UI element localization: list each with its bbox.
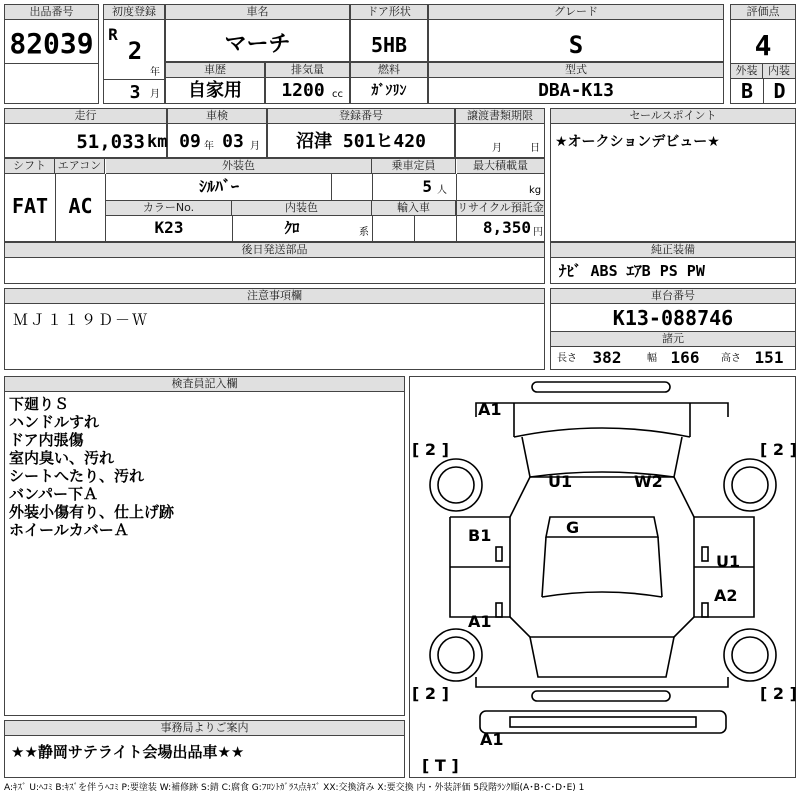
int-color: ｸﾛ: [284, 219, 300, 237]
color-no-label: カラーNo.: [106, 201, 232, 216]
car-diagram: [409, 376, 796, 778]
inspection-year-unit: 年: [204, 141, 214, 152]
shift-label: シフト: [5, 159, 55, 174]
reg-no-box: [267, 108, 455, 158]
int-color-label: 内装色: [232, 201, 372, 216]
displacement-box: [265, 62, 350, 104]
first-reg-year: 2: [127, 37, 143, 65]
load-unit: kg: [529, 185, 542, 196]
capacity: 5: [422, 177, 432, 196]
inspector-line: 室内臭い、汚れ: [9, 449, 115, 467]
model-code: DBA-K13: [538, 80, 614, 101]
inspector-line: ホイールカバーＡ: [9, 521, 129, 539]
int-color-unit: 系: [359, 227, 369, 238]
history-box: [165, 62, 265, 104]
inspector-box: [4, 376, 405, 716]
ext-color-label: 外装色: [106, 159, 372, 174]
damage-label: U1: [548, 472, 573, 491]
exterior-label: 外装: [731, 64, 763, 79]
interior-label: 内装: [763, 64, 795, 79]
inspector-line: バンパー下Ａ: [9, 485, 98, 503]
lot-label: 出品番号: [5, 5, 98, 20]
capacity-unit: 人: [437, 185, 447, 196]
car-outline-icon: [410, 377, 795, 777]
sales-point: ★オークションデビュー★: [555, 134, 720, 150]
notes-label: 注意事項欄: [5, 289, 544, 304]
recycle-unit: 円: [533, 227, 543, 238]
chassis-label: 車台番号: [551, 289, 795, 304]
later-parts-label: 後日発送部品: [5, 243, 544, 258]
equipment-box: [550, 242, 796, 284]
damage-label: [ T ]: [422, 756, 459, 775]
chassis-box: [550, 288, 796, 370]
transfer-label: 譲渡書類期限: [456, 109, 544, 124]
inspector-label: 検査員記入欄: [5, 377, 404, 392]
width: 166: [670, 348, 700, 367]
import-label: 輸入車: [372, 201, 456, 216]
inspection-month: 03: [222, 131, 244, 152]
damage-label: B1: [468, 526, 492, 545]
score-box: [730, 4, 796, 104]
first-registration-box: [103, 4, 165, 104]
damage-label: A1: [468, 612, 492, 631]
interior-grade: D: [773, 80, 786, 102]
car-name-box: [165, 4, 350, 62]
office-box: [4, 720, 405, 778]
sales-point-box: [550, 108, 796, 242]
equipment: ﾅﾋﾞ ABS ｴｱB PS PW: [559, 262, 705, 280]
first-reg-label: 初度登録: [104, 5, 164, 20]
inspector-line: 外装小傷有り、仕上げ跡: [9, 503, 175, 521]
shift: FAT: [11, 194, 49, 218]
lot-number: 82039: [9, 27, 94, 60]
recycle-label: リサイクル預託金: [457, 201, 544, 214]
damage-label: [ 2 ]: [760, 440, 797, 459]
inspector-notes: [9, 395, 174, 539]
fuel-label: 燃料: [351, 63, 427, 78]
inspection-year: 09: [179, 131, 201, 152]
door-box: [350, 4, 428, 62]
transfer-month-unit: 月: [492, 143, 502, 154]
displacement-label: 排気量: [266, 63, 349, 78]
reg-no: 沼津 501ヒ420: [296, 131, 426, 152]
color-no: K23: [154, 218, 184, 237]
damage-label: A2: [714, 586, 738, 605]
equipment-label: 純正装備: [551, 243, 795, 258]
chassis-number: K13-088746: [612, 306, 734, 330]
inspection-box: [167, 108, 267, 158]
length: 382: [592, 348, 622, 367]
height-label: 高さ: [721, 353, 741, 364]
displacement: 1200: [281, 80, 325, 101]
aircon: AC: [68, 194, 93, 218]
history-label: 車歴: [166, 63, 264, 78]
inspector-line: シートへたり、汚れ: [9, 467, 145, 485]
mileage-label: 走行: [5, 109, 166, 124]
door-type: 5HB: [370, 33, 408, 57]
damage-label: [ 2 ]: [412, 440, 449, 459]
model-label: 型式: [429, 63, 723, 78]
door-label: ドア形状: [351, 5, 427, 20]
damage-label: A1: [478, 400, 502, 419]
office-label: 事務局よりご案内: [5, 721, 404, 736]
exterior-grade: B: [740, 80, 754, 102]
length-label: 長さ: [557, 353, 577, 364]
load-label: 最大積載量: [457, 159, 544, 174]
transfer-box: [455, 108, 545, 158]
damage-label: A1: [480, 730, 504, 749]
transfer-day-unit: 日: [530, 143, 540, 154]
inspector-line: ドア内張傷: [9, 431, 84, 449]
inspector-line: ハンドルすれ: [9, 413, 100, 431]
spec-label: 諸元: [551, 331, 795, 347]
car-name-label: 車名: [166, 5, 349, 20]
legend: A:ｷｽﾞ U:ﾍｺﾐ B:ｷｽﾞを伴うﾍｺﾐ P:要塗装 W:補修跡 S:錆 C:腐食 G:ﾌﾛﾝﾄｶﾞﾗｽ点ｷｽﾞ XX:交換済み X:要交換 内・外装評価 5段階ﾗﾝｸ順(A･B･C･D･E) 1: [4, 783, 585, 793]
recycle-fee: 8,350: [482, 218, 531, 237]
score-label: 評価点: [731, 5, 795, 20]
era: R: [108, 25, 118, 44]
damage-label: U1: [716, 552, 741, 571]
damage-label: [ 2 ]: [412, 684, 449, 703]
lot-box: [4, 4, 99, 104]
office-notice: ★★静岡サテライト会場出品車★★: [11, 743, 245, 761]
score: 4: [754, 29, 772, 62]
width-label: 幅: [647, 353, 657, 364]
notes-box: [4, 288, 545, 370]
sales-point-label: セールスポイント: [551, 109, 795, 124]
grade: S: [568, 31, 584, 59]
inspector-line: 下廻りＳ: [9, 395, 70, 413]
model-box: [428, 62, 724, 104]
reg-no-label: 登録番号: [268, 109, 454, 124]
first-reg-month: 3: [129, 83, 141, 103]
ext-color: ｼﾙﾊﾞｰ: [198, 177, 239, 196]
damage-label: [ 2 ]: [760, 684, 797, 703]
year-unit: 年: [150, 67, 160, 78]
inspection-month-unit: 月: [250, 141, 260, 152]
mileage-unit: km: [147, 132, 167, 152]
grade-box: [428, 4, 724, 62]
month-unit: 月: [150, 89, 160, 100]
later-parts-box: [4, 242, 545, 284]
height: 151: [754, 348, 784, 367]
ac-label: エアコン: [55, 159, 105, 174]
grade-label: グレード: [429, 5, 723, 20]
car-name: マーチ: [224, 32, 291, 57]
capacity-label: 乗車定員: [372, 159, 456, 174]
damage-label: W2: [634, 472, 663, 491]
history: 自家用: [188, 80, 242, 101]
spec-table: [4, 158, 545, 242]
displacement-unit: cc: [332, 89, 343, 100]
inspection-label: 車検: [168, 109, 266, 124]
mileage-box: [4, 108, 167, 158]
mileage: 51,033: [76, 131, 145, 153]
notes: ＭＪ１１９Ｄ－Ｗ: [13, 311, 150, 329]
damage-label: G: [566, 518, 580, 537]
fuel: ｶﾞｿﾘﾝ: [371, 83, 407, 99]
fuel-box: [350, 62, 428, 104]
